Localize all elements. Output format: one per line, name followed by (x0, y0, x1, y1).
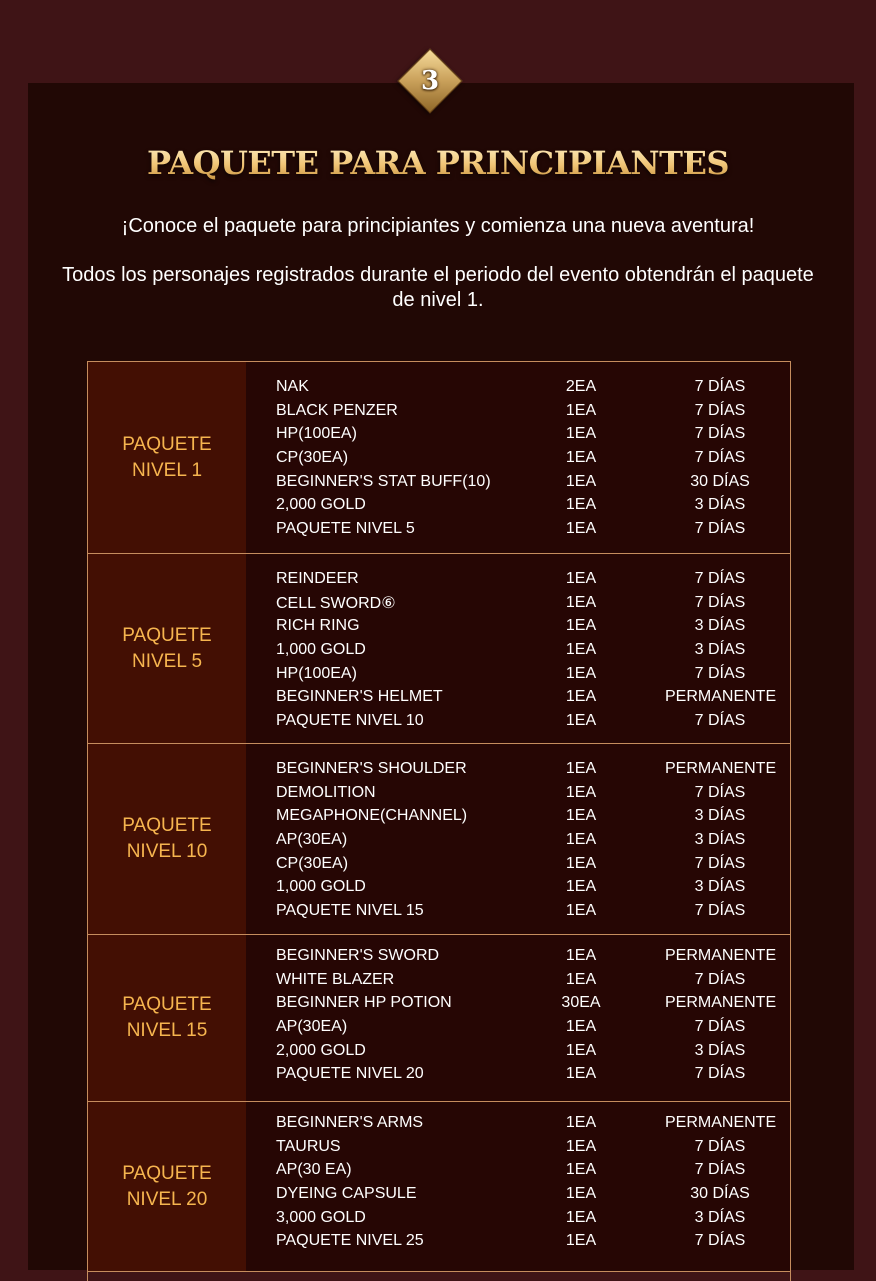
item-row (246, 781, 790, 805)
item-qty: 1EA (565, 1208, 597, 1226)
item-name: BEGINNER'S SWORD (276, 946, 440, 964)
item-qty: 1EA (565, 448, 597, 466)
item-row (246, 1015, 790, 1039)
item-duration: 7 DÍAS (694, 901, 746, 919)
item-duration: 3 DÍAS (694, 617, 746, 635)
package-name: PAQUETE NIVEL 1 (122, 433, 212, 481)
package-name-cell (88, 362, 246, 553)
package-row (88, 935, 790, 1102)
item-row (246, 1158, 790, 1182)
item-duration: 7 DÍAS (694, 425, 746, 443)
item-duration: 7 DÍAS (694, 448, 746, 466)
item-name: PAQUETE NIVEL 25 (276, 1232, 424, 1250)
item-duration: 7 DÍAS (694, 970, 746, 988)
item-row (246, 1182, 790, 1206)
item-row (246, 1229, 790, 1253)
item-row (246, 757, 790, 781)
item-duration: PERMANENTE (665, 994, 777, 1012)
item-row (246, 446, 790, 470)
item-qty: 1EA (565, 854, 597, 872)
item-qty: 1EA (565, 1232, 597, 1250)
item-duration: PERMANENTE (665, 759, 777, 777)
item-name: BEGINNER'S HELMET (276, 688, 443, 706)
item-qty: 1EA (565, 688, 597, 706)
item-duration: 7 DÍAS (694, 593, 746, 611)
item-duration: 7 DÍAS (694, 401, 746, 419)
item-duration: 7 DÍAS (694, 854, 746, 872)
package-name: PAQUETE NIVEL 20 (122, 1162, 212, 1210)
item-name: CP(30EA) (276, 854, 349, 872)
item-qty: 1EA (565, 593, 597, 611)
package-row (88, 1102, 790, 1272)
item-name: 1,000 GOLD (276, 640, 366, 658)
item-duration: 7 DÍAS (694, 1065, 746, 1083)
item-qty: 1EA (565, 1184, 597, 1202)
item-name: AP(30 EA) (276, 1161, 352, 1179)
package-name: PAQUETE NIVEL 5 (122, 624, 212, 672)
item-name: WHITE BLAZER (276, 970, 395, 988)
item-duration: 7 DÍAS (694, 1161, 746, 1179)
item-row (246, 662, 790, 686)
item-duration: 3 DÍAS (694, 830, 746, 848)
item-qty: 1EA (565, 472, 597, 490)
item-row (246, 470, 790, 494)
item-row (246, 1039, 790, 1063)
item-qty: 1EA (565, 519, 597, 537)
item-row (246, 1062, 790, 1086)
item-row (246, 567, 790, 591)
packages-table (87, 361, 791, 1281)
item-row (246, 899, 790, 923)
package-name-cell (88, 554, 246, 743)
item-qty: 1EA (565, 783, 597, 801)
item-row (246, 1206, 790, 1230)
item-name: PAQUETE NIVEL 20 (276, 1065, 424, 1083)
item-duration: 7 DÍAS (694, 664, 746, 682)
item-name: NAK (276, 377, 309, 395)
item-name: 3,000 GOLD (276, 1208, 366, 1226)
item-row (246, 399, 790, 423)
item-row (246, 493, 790, 517)
item-qty: 1EA (565, 1161, 597, 1179)
item-name: BEGINNER HP POTION (276, 994, 452, 1012)
item-row (246, 968, 790, 992)
item-duration: 30 DÍAS (690, 472, 750, 490)
item-qty: 1EA (565, 401, 597, 419)
item-duration: PERMANENTE (665, 946, 777, 964)
item-name: AP(30EA) (276, 1017, 348, 1035)
item-duration: 3 DÍAS (694, 1041, 746, 1059)
item-name: PAQUETE NIVEL 10 (276, 711, 424, 729)
page-title: PAQUETE PARA PRINCIPIANTES (0, 144, 876, 182)
item-qty: 1EA (565, 878, 597, 896)
item-name: PAQUETE NIVEL 5 (276, 519, 415, 537)
step-number: 3 (420, 66, 440, 96)
item-row (246, 804, 790, 828)
item-row (246, 828, 790, 852)
package-name-cell (88, 1102, 246, 1271)
item-name: REINDEER (276, 569, 359, 587)
package-name-cell (88, 744, 246, 934)
item-duration: 3 DÍAS (694, 1208, 746, 1226)
item-duration: 7 DÍAS (694, 783, 746, 801)
item-row (246, 375, 790, 399)
item-name: DYEING CAPSULE (276, 1184, 417, 1202)
package-items (246, 935, 790, 1101)
package-row (88, 554, 790, 744)
item-row (246, 517, 790, 541)
item-name: RICH RING (276, 617, 360, 635)
item-row (246, 685, 790, 709)
item-row (246, 852, 790, 876)
item-name: AP(30EA) (276, 830, 348, 848)
item-name: 1,000 GOLD (276, 878, 366, 896)
item-row (246, 1135, 790, 1159)
item-duration: 30 DÍAS (690, 1184, 750, 1202)
package-name: PAQUETE NIVEL 15 (122, 994, 212, 1041)
item-name: MEGAPHONE(CHANNEL) (276, 807, 468, 825)
item-qty: 1EA (565, 830, 597, 848)
item-name: 2,000 GOLD (276, 1041, 366, 1059)
item-row (246, 709, 790, 733)
intro-text-2: Todos los personajes registrados durante el periodo del evento obtendrán el paquete de nivel 1. (62, 264, 814, 311)
item-duration: 7 DÍAS (694, 711, 746, 729)
package-items (246, 1102, 790, 1271)
item-qty: 1EA (565, 1041, 597, 1059)
item-duration: PERMANENTE (665, 688, 777, 706)
package-items (246, 362, 790, 553)
item-name: HP(100EA) (276, 425, 357, 443)
item-duration: 3 DÍAS (694, 496, 746, 514)
item-duration: 3 DÍAS (694, 640, 746, 658)
item-duration: 3 DÍAS (694, 807, 746, 825)
item-qty: 1EA (565, 946, 597, 964)
item-row (246, 638, 790, 662)
item-qty: 1EA (565, 1065, 597, 1083)
package-name-cell (88, 935, 246, 1101)
package-items (246, 744, 790, 934)
package-items (246, 554, 790, 743)
package-name: PAQUETE NIVEL 10 (122, 815, 212, 862)
item-qty: 1EA (565, 617, 597, 635)
item-name: TAURUS (276, 1137, 341, 1155)
item-name: HP(100EA) (276, 664, 357, 682)
intro-text-1: ¡Conoce el paquete para principiantes y comienza una nueva aventura! (121, 215, 755, 237)
item-qty: 1EA (565, 1113, 597, 1131)
item-qty: 1EA (565, 759, 597, 777)
item-duration: 7 DÍAS (694, 1017, 746, 1035)
item-row (246, 991, 790, 1015)
item-row (246, 614, 790, 638)
item-qty: 2EA (565, 377, 597, 395)
item-row (246, 1111, 790, 1135)
item-qty: 1EA (565, 664, 597, 682)
item-name: BLACK PENZER (276, 401, 398, 419)
item-row (246, 944, 790, 968)
item-name: BEGINNER'S ARMS (276, 1113, 424, 1131)
item-duration: 3 DÍAS (694, 878, 746, 896)
item-name: BEGINNER'S STAT BUFF(10) (276, 472, 491, 490)
item-qty: 1EA (565, 901, 597, 919)
item-duration: 7 DÍAS (694, 377, 746, 395)
item-duration: PERMANENTE (665, 1113, 777, 1131)
item-name: CELL SWORD⑥ (276, 594, 396, 612)
item-qty: 1EA (565, 970, 597, 988)
item-qty: 1EA (565, 1017, 597, 1035)
item-duration: 7 DÍAS (694, 569, 746, 587)
item-qty: 1EA (565, 711, 597, 729)
item-duration: 7 DÍAS (694, 1232, 746, 1250)
item-qty: 1EA (565, 569, 597, 587)
item-qty: 30EA (561, 994, 601, 1012)
package-row (88, 362, 790, 554)
item-row (246, 875, 790, 899)
package-row (88, 744, 790, 935)
item-qty: 1EA (565, 640, 597, 658)
item-duration: 7 DÍAS (694, 1137, 746, 1155)
item-name: 2,000 GOLD (276, 496, 366, 514)
item-qty: 1EA (565, 496, 597, 514)
item-row (246, 591, 790, 615)
item-name: DEMOLITION (276, 783, 376, 801)
item-qty: 1EA (565, 1137, 597, 1155)
item-duration: 7 DÍAS (694, 519, 746, 537)
item-name: CP(30EA) (276, 448, 349, 466)
item-name: PAQUETE NIVEL 15 (276, 901, 424, 919)
item-name: BEGINNER'S SHOULDER (276, 759, 467, 777)
item-qty: 1EA (565, 425, 597, 443)
item-qty: 1EA (565, 807, 597, 825)
item-row (246, 422, 790, 446)
